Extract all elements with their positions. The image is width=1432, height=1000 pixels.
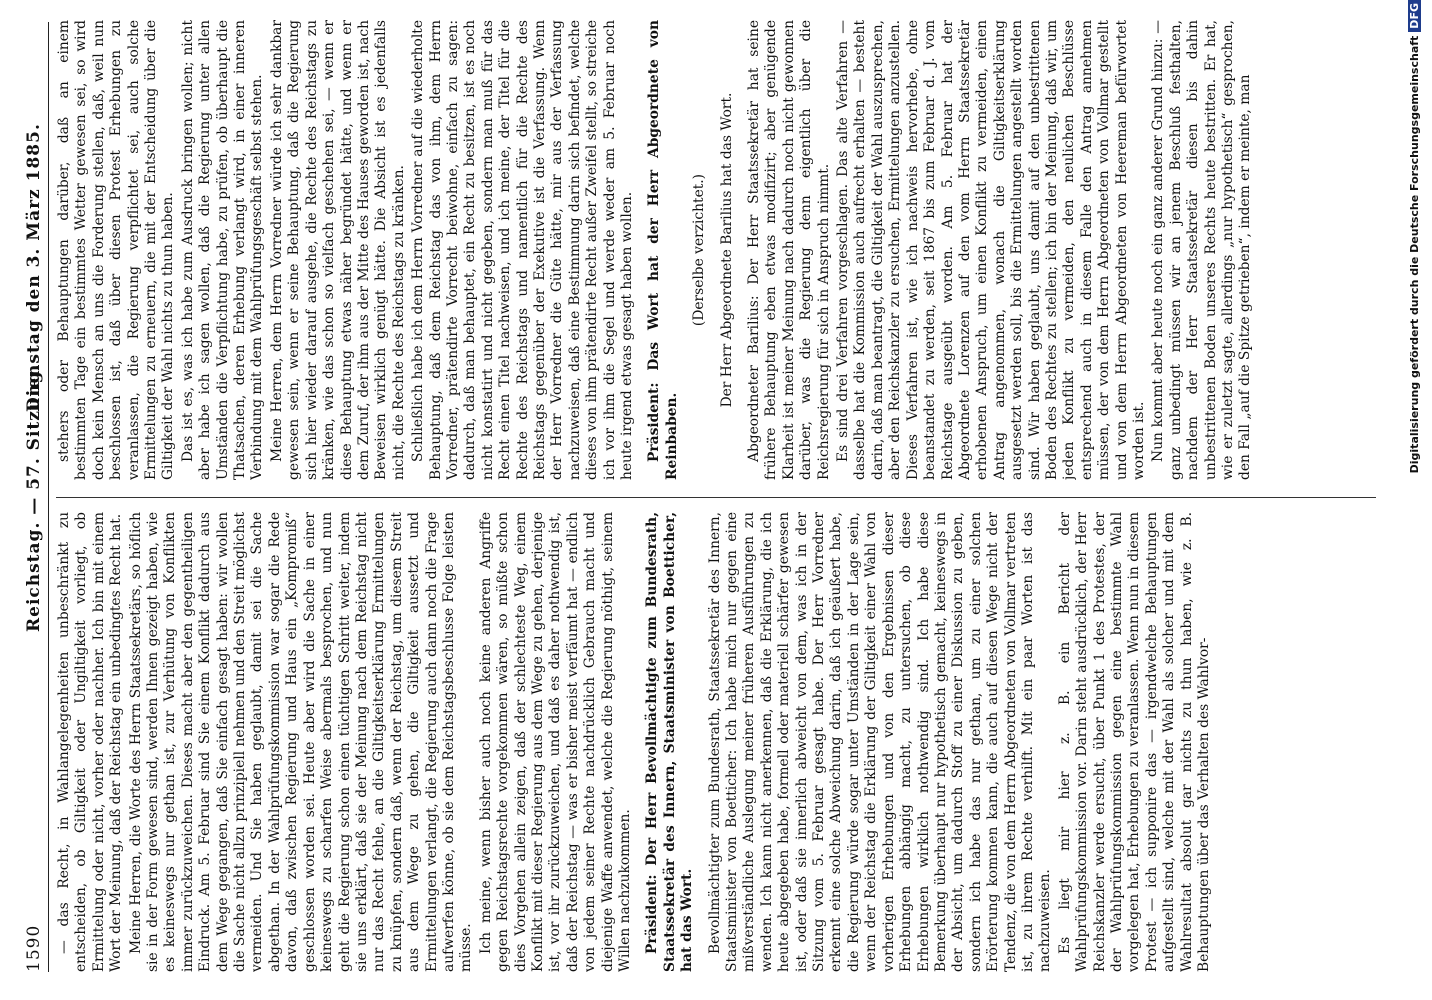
speaker-paragraph: Präsident: Das Wort hat der Herr Abgeordnete von Reinbaben.: [646, 20, 680, 480]
paragraph: Meine Herren, dem Herrn Vorredner würde ich sehr dankbar gewesen sein, wenn er seine Behauptung, daß die Regierung sich hier wieder darauf ausgehe, die Rechte des Reichstags zu kränken, wie das schon so vielfach geschehen sei, — wenn er diese Behauptung etwas näher begründet hätte, und wenn er dem Zuruf, der ihm aus der Mitte des Hauses geworden ist, nach Beweisen wirklich genügt hätte. Die Absicht ist es jedenfalls nicht, die Rechte des Reichstags zu kränken.: [268, 20, 407, 480]
credit-text: Digitalisierung gefördert durch die Deutsche Forschungsgemeinschaft: [1408, 35, 1421, 474]
paragraph: Ich meine, wenn bisher auch noch keine anderen Angriffe gegen Reichstagsrechte vorgekommen wären, so müßte schon dies Vorgehen allein zeigen, daß der schlechteste Weg, einem Konflikt mit dieser Regierung aus dem Wege zu gehen, derjenige ist, vor ihr zurückzuweichen, und daß es daher nothwendig ist, daß der Reichstag — was er bisher meist verfäumt hat — endlich von jedem seiner Rechte nachdrücklich Gebrauch macht und diejenige Waffe anwendet, welche die Regierung nöthigt, seinem Willen nachzukommen.: [477, 512, 633, 972]
paragraph: Das ist es, was ich habe zum Ausdruck bringen wollen; nicht aber habe ich sagen wollen, daß die Regierung unter allen Umständen die Verpflichtung habe, zu prüfen, ob überhaupt die Thatsachen, deren Erhebung verlangt wird, in einer inneren Verbindung mit dem Wahlprüfungsgeschäft selbst stehen.: [179, 20, 266, 480]
digitization-credit: [1408, 0, 1428, 1000]
paragraph: Abgeordneter Barilius: Der Herr Staatssekretär hat seine frühere Behauptung eben etwas modifizirt; aber genügende Klarheit ist meiner Meinung nach dadurch noch nicht gewonnen darüber, was die Regierung denn eigentlich über die Reichsregierung für sich in Anspruch nimmt.: [746, 20, 832, 480]
paragraph: stehers oder Behauptungen darüber, daß an einem bestimmten Tage ein bestimmtes Wetter gewesen sei, so wird doch kein Mensch an uns die Forderung stellen, daß, weil nun beschlossen ist, daß über diesen Protest Erhebungen zu veranlassen, die Regierung verpflichtet sei, auch solche Ermittelungen zu erneuern, die mit der Entscheidung über die Giltigkeit der Wahl nichts zu thun haben.: [56, 20, 177, 480]
stage-direction: (Derselbe verzichtet.): [691, 173, 708, 327]
header-session: Reichstag. — 57. Sitzung.: [24, 363, 44, 632]
paragraph: Es liegt mir hier z. B. ein Bericht der Wahlprüfungskommission vor. Darin steht ausdrücklich, der Herr Reichskanzler werde ersucht, über Punkt 1 des Protestes, der der Wahlprüfungskommission gegen eine bestimmte Wahl vorgelegen hat, Erhebungen zu veranlassen. Wenn nun in diesem Protest — ich supponire das — irgendwelche Behauptungen aufgestellt sind, welche mit der Wahl als solcher und mit dem Wahlresultat absolut gar nichts zu thun haben, wie z. B. Behauptungen über das Verhalten des Wahlvor-: [1056, 512, 1212, 972]
column-divider: [56, 497, 1376, 498]
paragraph: Meine Herren, die Worte des Herrn Staatssekretärs, so höflich sie in der Form gewesen sind, werden Ihnen gezeigt haben, wie es keineswegs nur gethan ist, zur Verhütung von Konflikten immer zurückzuweichen. Dieses macht aber den gegentheiligen Eindruck. Am 5. Februar sind Sie einem Konflikt dadurch aus dem Wege gegangen, daß Sie einfach gesagt haben: wir wollen die Sache nicht allzu prinzipiell nehmen und den Streit möglichst vermeiden. Und Sie haben geglaubt, damit sei die Sache abgethan. In der Wahlprüfungskommission war sogar die Rede davon, daß zwischen Regierung und Haus ein „Kompromiß“ geschlossen worden sei. Heute aber wird die Sache in einer keineswegs zu scharfen Weise abermals besprochen, und nun geht die Regierung schon einen tüchtigen Schritt weiter, indem sie uns erklärt, daß sie der Meinung nach dem Reichstag nicht nur das Recht fehle, an die Giltigkeitserklärung Ermittelungen zu knüpfen, sondern daß, wenn der Reichstag, um diesem Streit aus dem Wege zu gehen, die Giltigkeit aussetzt und Ermittelungen verlangt, die Regierung auch dann noch die Frage aufwerfen könne, ob sie dem Reichstagsbeschlusse Folge leisten müsse.: [127, 512, 475, 972]
right-column: [56, 20, 1376, 480]
dfg-logo: DFG: [1408, 0, 1421, 32]
left-column: [56, 512, 1376, 972]
paragraph: Es sind drei Verfahren vorgeschlagen. Das alte Verfahren — dasselbe hat die Kommission auch aufrecht erhalten — besteht darin, daß man beantragt, die Giltigkeit der Wahl auszusprechen, aber den Reichskanzler zu ersuchen, Ermittelungen anzustellen. Dieses Verfahren ist, wie ich nachweis hervorhebe, ohne beanstandet zu werden, seit 1867 bis zum Februar d. J. vom Reichstage ausgeübt worden. Am 5. Februar hat der Abgeordnete Lorenzen auf den vom Herrn Staatssekretär erhobenen Anspruch, um einen Konflikt zu vermeiden, einen Antrag angenommen, wonach die Giltigkeitserklärung ausgesetzt werden soll, bis die Ermittelungen angestellt worden sind. Wir haben geglaubt, uns damit auf den unbestrittenen Boden des Rechtes zu stellen; ich bin der Meinung, daß wir, um jeden Konflikt zu vermeiden, den neulichen Beschlüsse entsprechend auch in diesem Falle den Antrag annehmen müssen, der von dem Herrn Abgeordneten von Vollmar gestellt und von dem Herrn Abgeordneten von Heereman befürwortet worden ist.: [835, 20, 1147, 480]
paragraph: Schließlich habe ich dem Herrn Vorredner auf die wiederholte Behauptung, daß dem Reichstag das von ihm, dem Herrn Vorredner, prätendirte Vorrecht beiwohne, einfach zu sagen: dadurch, daß man behauptet, ein Recht zu besitzen, ist es noch nicht konstatirt und nicht gegeben, sondern man muß für das Recht einen Titel nachweisen, und ich meine, der Titel für die Rechte des Reichstags und namentlich für die Rechte des Reichstags gegenüber der Exekutive ist die Verfassung. Wenn der Herr Vorredner die Güte hätte, mir aus der Verfassung nachzuweisen, daß eine Bestimmung darin sich befindet, welche dieses von ihm prätendirte Recht außer Zweifel stellt, so streiche ich vor ihm die Segel und werde weder am 5. Februar noch heute irgend etwas gesagt haben wollen.: [410, 20, 635, 480]
paragraph: Nun kommt aber heute noch ein ganz anderer Grund hinzu: — ganz unbedingt müssen wir an jenem Beschluß festhalten, nachdem der Herr Staatssekretär diesen bis dahin unbestrittenen Boden unseres Rechts heute bestritten. Er hat, wie er zuletzt sagte, allerdings „nur hypothetisch“ gesprochen, den Fall „auf die Spitze getrieben“, indem er meinte, man: [1150, 20, 1254, 480]
page-header: [22, 22, 49, 972]
speaker-paragraph: Präsident: Der Herr Bevollmächtigte zum Bundesrath, Staatssekretär des Innern, Staatsminister von Boetticher, hat das Wort.: [644, 512, 696, 972]
paragraph: — das Recht, in Wahlangelegenheiten unbeschränkt zu entscheiden, ob Giltigkeit oder Ungiltigkeit vorliegt, ob Ermittelung oder nicht, vorher oder nachher. Ich bin mit einem Wort der Meinung, daß der Reichstag ein unbedingtes Recht hat.: [56, 512, 125, 972]
header-date: Dienstag den 3. März 1885.: [24, 123, 44, 412]
page-number: 1590: [24, 924, 44, 972]
stage-direction: Der Herr Abgeordnete Barilius hat das Wort.: [718, 92, 735, 408]
paragraph: Bevollmächtigter zum Bundesrath, Staatssekretär des Innern, Staatsminister von Boetticher: Ich habe mich nur gegen eine mißverständliche Auslegung meiner früheren Ausführungen zu wenden. Ich kann nicht anerkennen, daß die Erklärung, die ich heute abgegeben habe, formell oder materiell schärfer gewesen ist, oder daß sie innerlich abweicht von dem, was ich in der Sitzung vom 5. Februar gesagt habe. Der Herr Vorredner erkennt eine solche Abweichung darin, daß ich geäußert habe, die Regierung würde sogar unter Umständen in der Lage sein, wenn der Reichstag die Erklärung der Giltigkeit einer Wahl von vorherigen Erhebungen und von den Ergebnissen dieser Erhebungen abhängig macht, zu untersuchen, ob diese Erhebungen wirklich nothwendig sind. Ich habe diese Bemerkung überhaupt nur hypothetisch gemacht, keineswegs in der Absicht, um dadurch Stoff zu einer Diskussion zu geben, sondern ich habe das nur gethan, um zu einer solchen Erörterung kommen kann, die auch auf diesen Wege nicht der Tendenz, die von dem Herrn Abgeordneten von Vollmar vertreten ist, zu ihrem Rechte verhilft. Mit ein paar Worten ist das nachzuweisen.: [706, 512, 1054, 972]
